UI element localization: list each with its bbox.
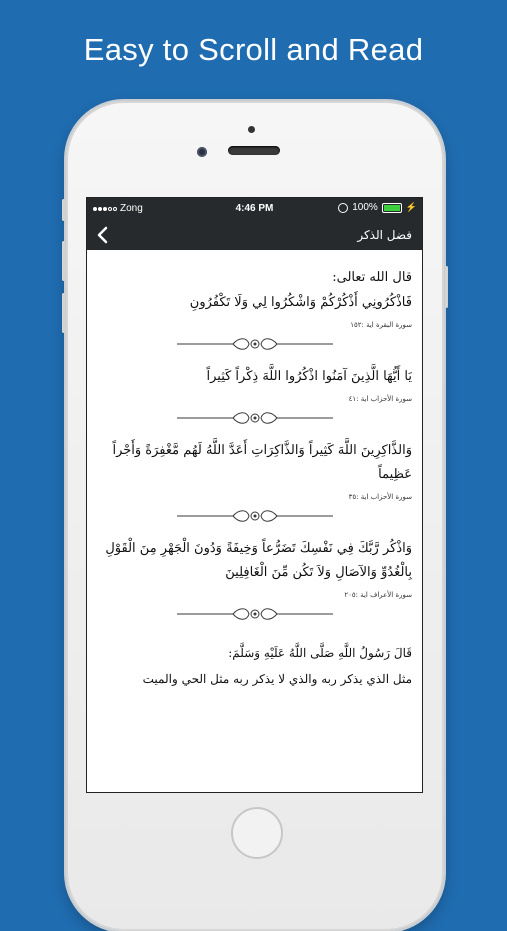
nav-bar [87, 220, 422, 250]
verse-text: وَاذْكُر رَّبَّكَ فِي نَفْسِكَ تَضَرُّعاً وَخِيفَةً وَدُونَ الْجَهْرِ مِنَ الْقَوْلِ بِالْغُدُوِّ وَالآصَالِ وَلاَ تَكُن مِّنَ الْغَافِلِينَ [105, 541, 412, 580]
intro-text: قال الله تعالى: [332, 270, 412, 285]
headline: Easy to Scroll and Read [83, 32, 424, 67]
home-button[interactable] [231, 807, 283, 859]
status-time: 4:46 PM [235, 203, 274, 214]
verse-reference: سورة الأحزاب اية :٣٥ [348, 493, 412, 501]
app-screen [86, 197, 423, 793]
verse-reference: سورة الأعراف اية :٢٠٥ [344, 591, 412, 599]
ornament-divider [97, 403, 412, 433]
verse-reference: سورة الأحزاب اية :٤١ [348, 395, 412, 403]
volume-down-button [62, 293, 65, 333]
power-button [445, 266, 448, 308]
nav-title: فضل الذكر [357, 228, 412, 242]
battery-percent: 100% [352, 202, 378, 213]
ornament-divider [97, 329, 412, 359]
rotation-lock-icon [338, 203, 348, 213]
earpiece-speaker [228, 146, 280, 155]
status-bar [87, 198, 422, 220]
charging-icon: ⚡ [405, 202, 417, 212]
front-camera [197, 147, 207, 157]
carrier-name: Zong [120, 203, 143, 214]
chevron-left-icon [95, 225, 109, 245]
verse-reference: سورة البقرة اية :١٥٢ [350, 321, 412, 329]
battery-icon [382, 203, 402, 213]
ornament-divider [97, 599, 412, 629]
verse-text: فَاذْكُرُونِي أَذْكُرْكُمْ وَاشْكُرُوا لِي وَلَا تَكْفُرُونِ [189, 295, 412, 310]
ornament-icon [175, 507, 335, 525]
ornament-icon [175, 605, 335, 623]
proximity-sensor [248, 126, 255, 133]
ornament-icon [175, 335, 335, 353]
verse-text: يَا أَيُّهَا الَّذِينَ آمَنُوا اذْكُرُوا اللَّهَ ذِكْراً كَثِيراً [206, 369, 412, 384]
back-button[interactable] [95, 225, 113, 245]
content-scroll[interactable] [87, 270, 422, 689]
ornament-icon [175, 409, 335, 427]
ornament-divider [97, 501, 412, 531]
hadith-text: مثل الذي يذكر ربه والذي لا يذكر ربه مثل الحي والميت [142, 672, 412, 686]
mute-switch [62, 199, 65, 221]
status-right [338, 202, 417, 213]
volume-up-button [62, 241, 65, 281]
verse-text: وَالذَّاكِرِينَ اللَّهَ كَثِيراً وَالذَّاكِرَاتِ أَعَدَّ اللَّهُ لَهُم مَّغْفِرَةً وَأَجْراً عَظِيماً [112, 443, 412, 482]
hadith-intro: قَالَ رَسُولُ اللَّهِ صَلَّى اللَّهُ عَلَيْهِ وَسَلَّمَ: [228, 646, 412, 660]
